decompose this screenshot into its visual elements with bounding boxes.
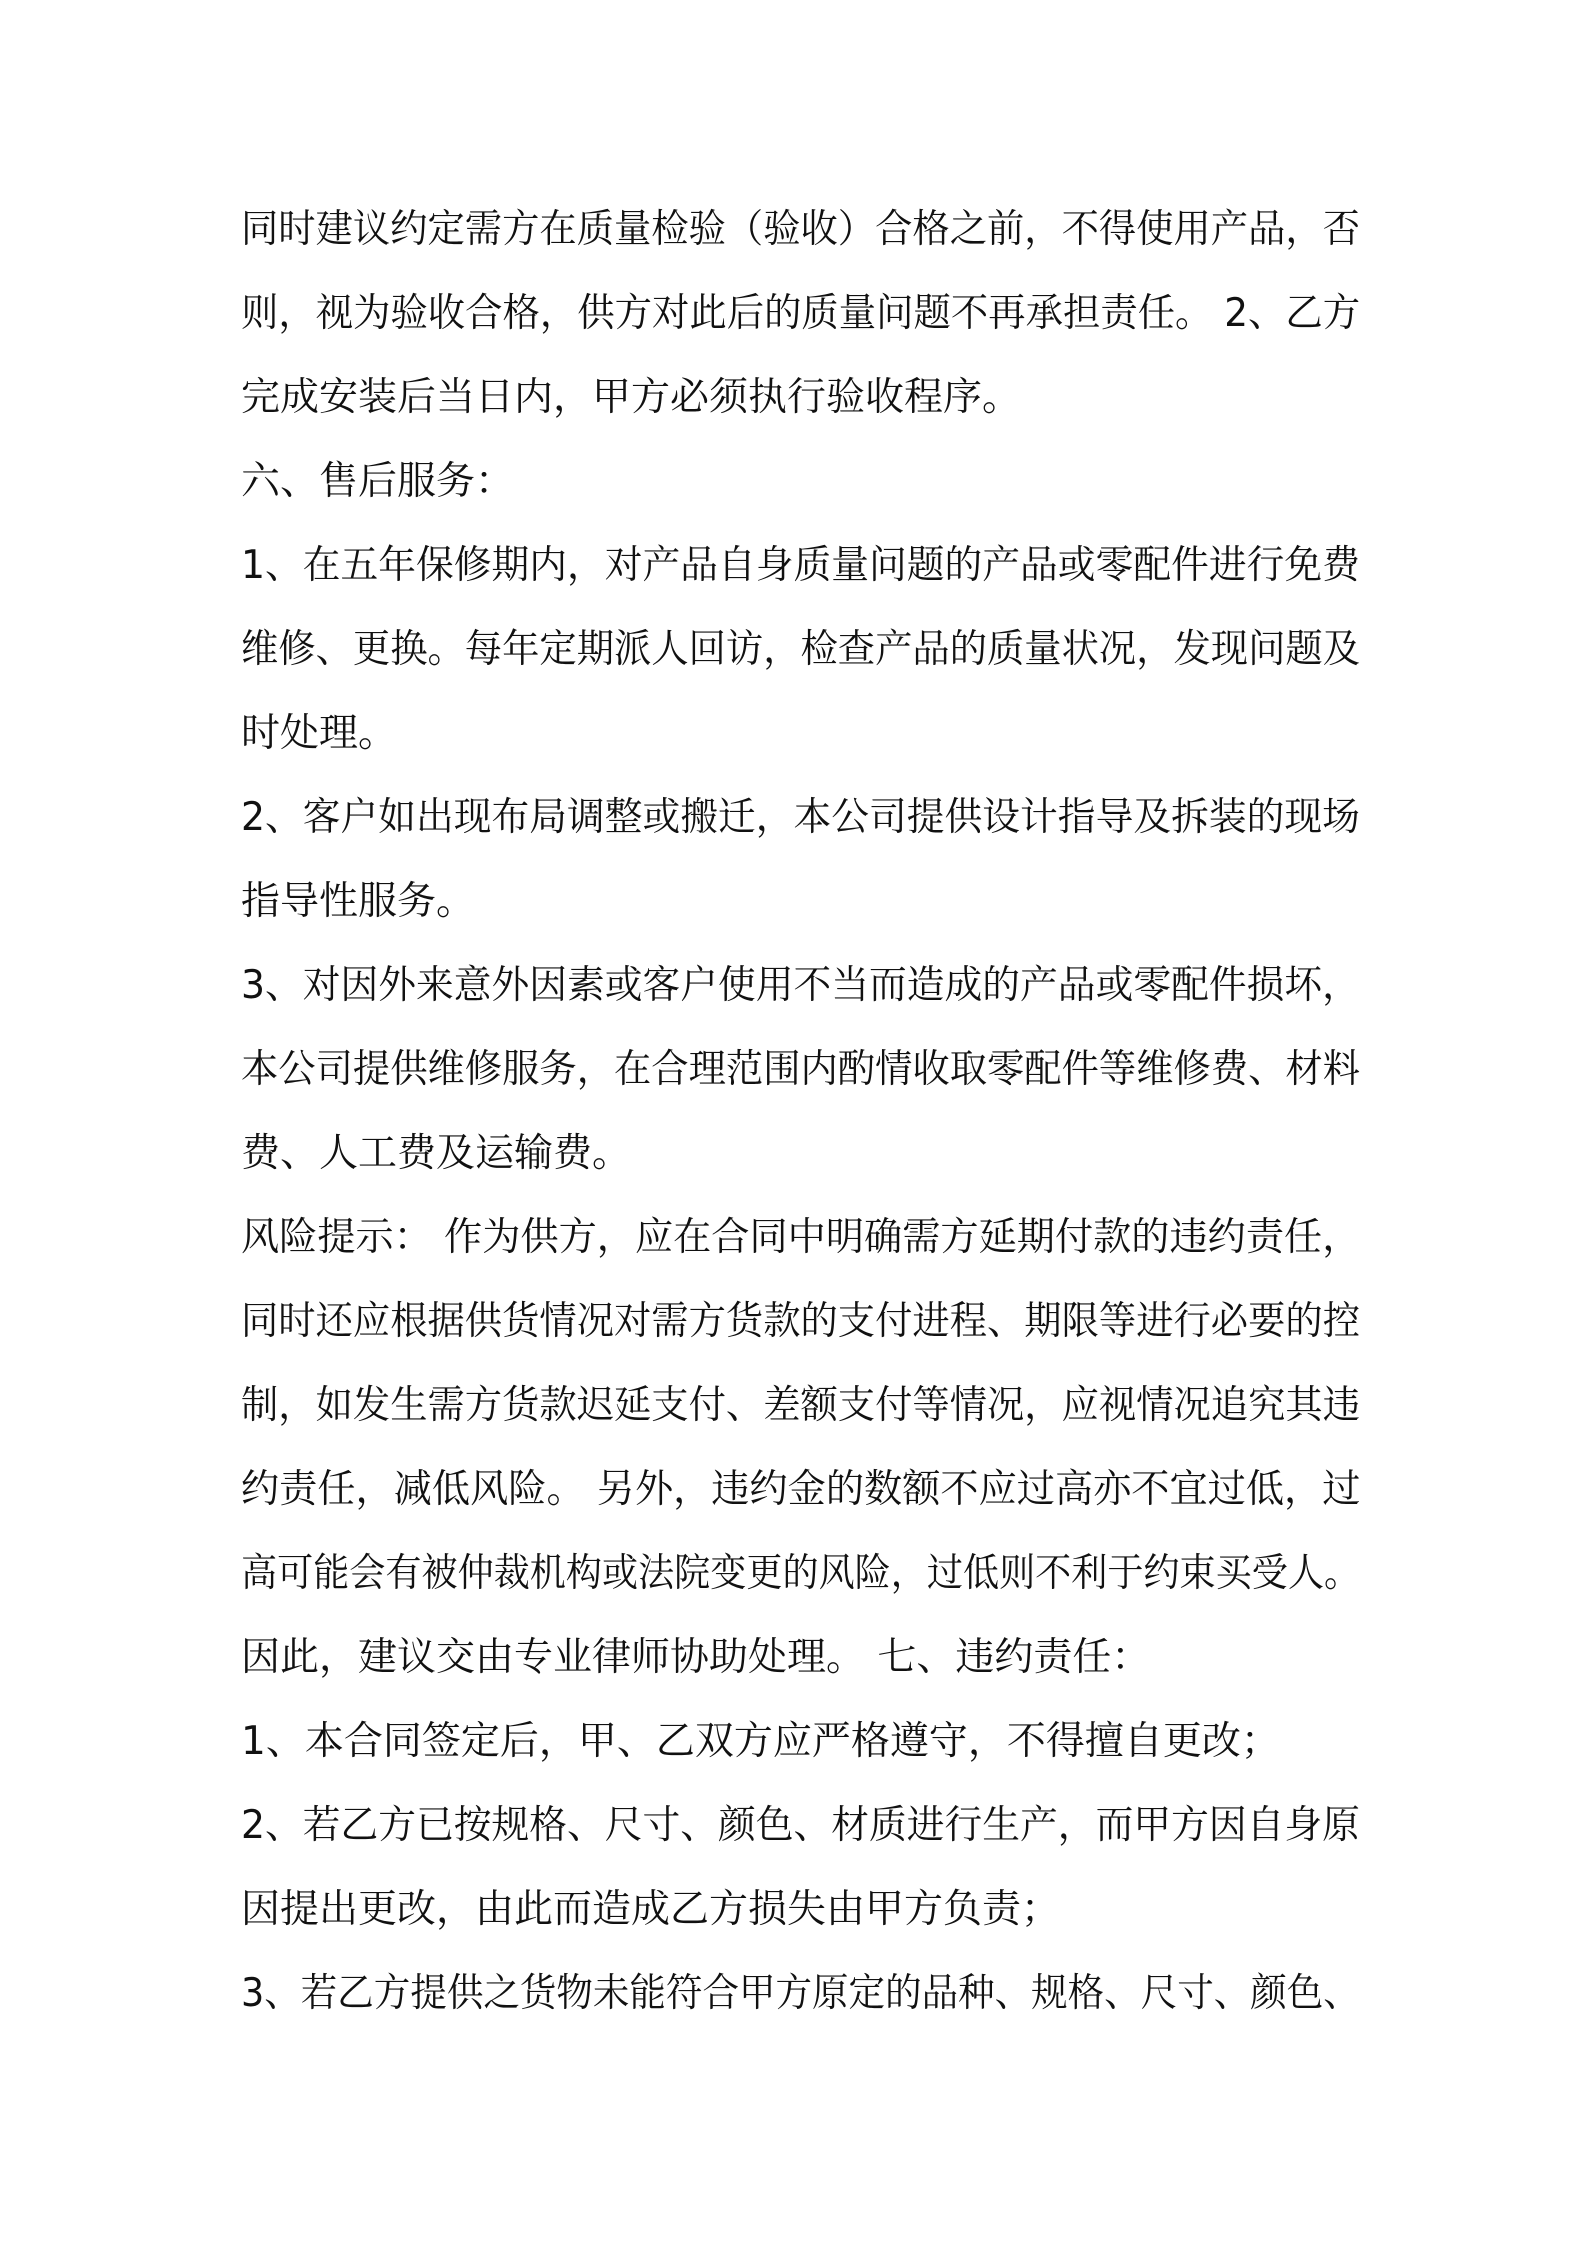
text-line: 费、人工费及运输费。 (241, 1131, 632, 1176)
text-line: 维修、更换。每年定期派人回访，检查产品的质量状况，发现问题及 (241, 627, 1361, 672)
text-line: 完成安装后当日内，甲方必须执行验收程序。 (241, 375, 1022, 420)
text-line: 同时还应根据供货情况对需方货款的支付进程、期限等进行必要的控 (241, 1299, 1361, 1344)
text-line: 3、若乙方提供之货物未能符合甲方原定的品种、规格、尺寸、颜色、 (241, 1971, 1360, 2016)
risk-notice-line: 风险提示： 作为供方，应在合同中明确需方延期付款的违约责任， (241, 1215, 1361, 1260)
text-line: 2、客户如出现布局调整或搬迁，本公司提供设计指导及拆装的现场 (241, 795, 1360, 840)
text-line: 高可能会有被仲裁机构或法院变更的风险，过低则不利于约束买受人。 (241, 1551, 1361, 1596)
text-line: 指导性服务。 (241, 879, 476, 924)
text-line: 制，如发生需方货款迟延支付、差额支付等情况，应视情况追究其违 (241, 1383, 1361, 1428)
text-line: 1、本合同签定后，甲、乙双方应严格遵守，不得擅自更改； (241, 1719, 1280, 1764)
text-line: 时处理。 (241, 711, 398, 756)
text-line: 3、对因外来意外因素或客户使用不当而造成的产品或零配件损坏， (241, 963, 1360, 1008)
text-line: 因此，建议交由专业律师协助处理。 七、违约责任： (241, 1635, 1151, 1680)
section-heading: 六、售后服务： (241, 459, 515, 504)
text-line: 同时建议约定需方在质量检验（验收）合格之前，不得使用产品，否 (241, 207, 1361, 252)
text-line: 则，视为验收合格，供方对此后的质量问题不再承担责任。 2、乙方 (241, 291, 1361, 336)
text-line: 约责任，减低风险。 另外，违约金的数额不应过高亦不宜过低，过 (241, 1467, 1361, 1512)
text-line: 因提出更改，由此而造成乙方损失由甲方负责； (241, 1887, 1061, 1932)
text-line: 1、在五年保修期内，对产品自身质量问题的产品或零配件进行免费 (241, 543, 1360, 588)
text-line: 本公司提供维修服务，在合理范围内酌情收取零配件等维修费、材料 (241, 1047, 1361, 1092)
text-line: 2、若乙方已按规格、尺寸、颜色、材质进行生产，而甲方因自身原 (241, 1803, 1360, 1848)
